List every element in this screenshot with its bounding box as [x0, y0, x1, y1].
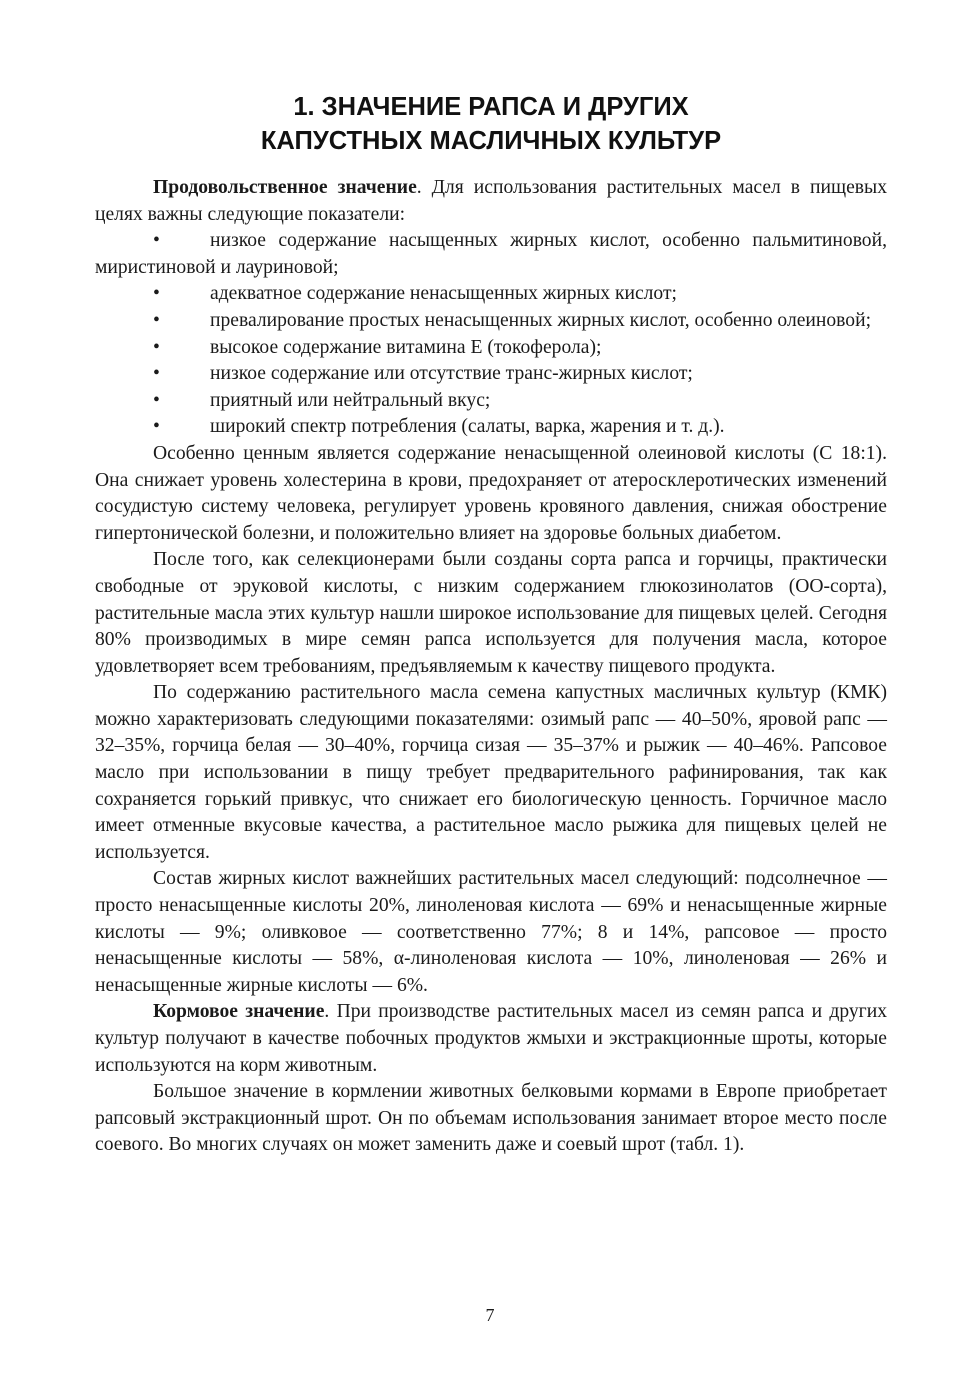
intro-paragraph — [95, 175, 887, 228]
bullet-icon: • — [153, 336, 160, 358]
bullet-icon: • — [153, 309, 160, 331]
paragraph-breeding: После того, как селекционерами были созданы сорта рапса и горчицы, практически свободные от эруковой кислоты, с низким содержанием глюкозинолатов (ОО-сорта), растительные масла этих культур нашли широкое использование для пищевых целей. Сегодня 80% производимых в мире семян рапса используется для получения масла, которое удовлетворяет всем требованиям, предъявляемым к качеству пищевого продукта. — [95, 549, 887, 677]
list-item — [95, 388, 887, 415]
paragraph-oleic-acid: Особенно ценным является содержание ненасыщенной олеиновой кислоты (С 18:1). Она снижает уровень холестерина в крови, предохраняет от атеросклеротических изменений сосудистую систему человека, регулирует уровень кровяного давления, снижая обострение гипертонической болезни, и положительно влияет на здоровье больных диабетом. — [95, 442, 887, 544]
list-item-text: низкое содержание насыщенных жирных кислот, особенно пальмитиновой, миристиновой и лауриновой; — [95, 230, 887, 278]
list-item — [95, 335, 887, 362]
list-item-text: приятный или нейтральный вкус; — [210, 389, 491, 411]
bullet-icon: • — [153, 389, 160, 411]
bullet-icon: • — [153, 363, 160, 385]
list-item-text: высокое содержание витамина Е (токоферола); — [210, 336, 602, 358]
page-content — [95, 90, 887, 1159]
list-item — [95, 281, 887, 308]
paragraph-oil-content: По содержанию растительного масла семена капустных масличных культур (КМК) можно характеризовать следующими показателями: озимый рапс — 40–50%, яровой рапс — 32–35%, горчица белая — 30–40%, горчица сизая — 35–37% и рыжик — 40–46%. Рапсовое масло при использовании в пищу требует предварительного рафинирования, так как сохраняется горький привкус, что снижает его биологическую ценность. Горчичное масло имеет отменные вкусовые качества, а растительное масло рыжика для пищевых целей не используется. — [95, 682, 887, 863]
paragraph-feed-value — [95, 999, 887, 1079]
list-item-text: адекватное содержание ненасыщенных жирных кислот; — [210, 283, 677, 305]
bullet-icon: • — [153, 283, 160, 305]
intro-bold-term: Продовольственное значение — [153, 177, 417, 198]
page-title — [95, 90, 887, 158]
bullet-list — [95, 228, 887, 441]
bullet-icon: • — [153, 230, 160, 252]
page-number: 7 — [485, 1305, 495, 1325]
title-line-2: КАПУСТНЫХ МАСЛИЧНЫХ КУЛЬТУР — [260, 127, 722, 155]
paragraph-fatty-acids: Состав жирных кислот важнейших растительных масел следующий: подсолнечное — просто ненасыщенные кислоты 20%, линоленовая кислота — 69% и ненасыщенные жирные кислоты — 9%; оливковое — соответственно 77%; 8 и 14%, рапсовое — просто ненасыщенные кислоты — 58%, α-линоленовая кислота — 10%, линоленовая — 26% и ненасыщенные жирные кислоты — 6%. — [95, 868, 887, 996]
feed-text: . При производстве растительных масел из семян рапса и других культур получают в качестве побочных продуктов жмыхи и экстракционные шроты, которые используются на корм животным. — [95, 1001, 887, 1076]
paragraph-rapeseed-meal: Большое значение в кормлении животных белковыми кормами в Европе приобретает рапсовый экстракционный шрот. Он по объемам использования занимает второе место после соевого. Во многих случаях он может заменить даже и соевый шрот (табл. 1). — [95, 1081, 887, 1156]
feed-bold-term: Кормовое значение — [153, 1001, 325, 1023]
list-item — [95, 228, 887, 281]
list-item — [95, 414, 887, 441]
list-item-text: широкий спектр потребления (салаты, варка, жарения и т. д.). — [210, 416, 725, 438]
bullet-icon: • — [153, 416, 160, 438]
intro-text: . Для использования растительных масел в пищевых целях важны следующие показатели: — [95, 177, 887, 225]
list-item-text: превалирование простых ненасыщенных жирных кислот, особенно олеиновой; — [210, 309, 872, 331]
list-item-text: низкое содержание или отсутствие транс-жирных кислот; — [210, 363, 693, 385]
title-line-1: 1. ЗНАЧЕНИЕ РАПСА И ДРУГИХ — [293, 93, 689, 121]
list-item — [95, 361, 887, 388]
list-item — [95, 308, 887, 335]
